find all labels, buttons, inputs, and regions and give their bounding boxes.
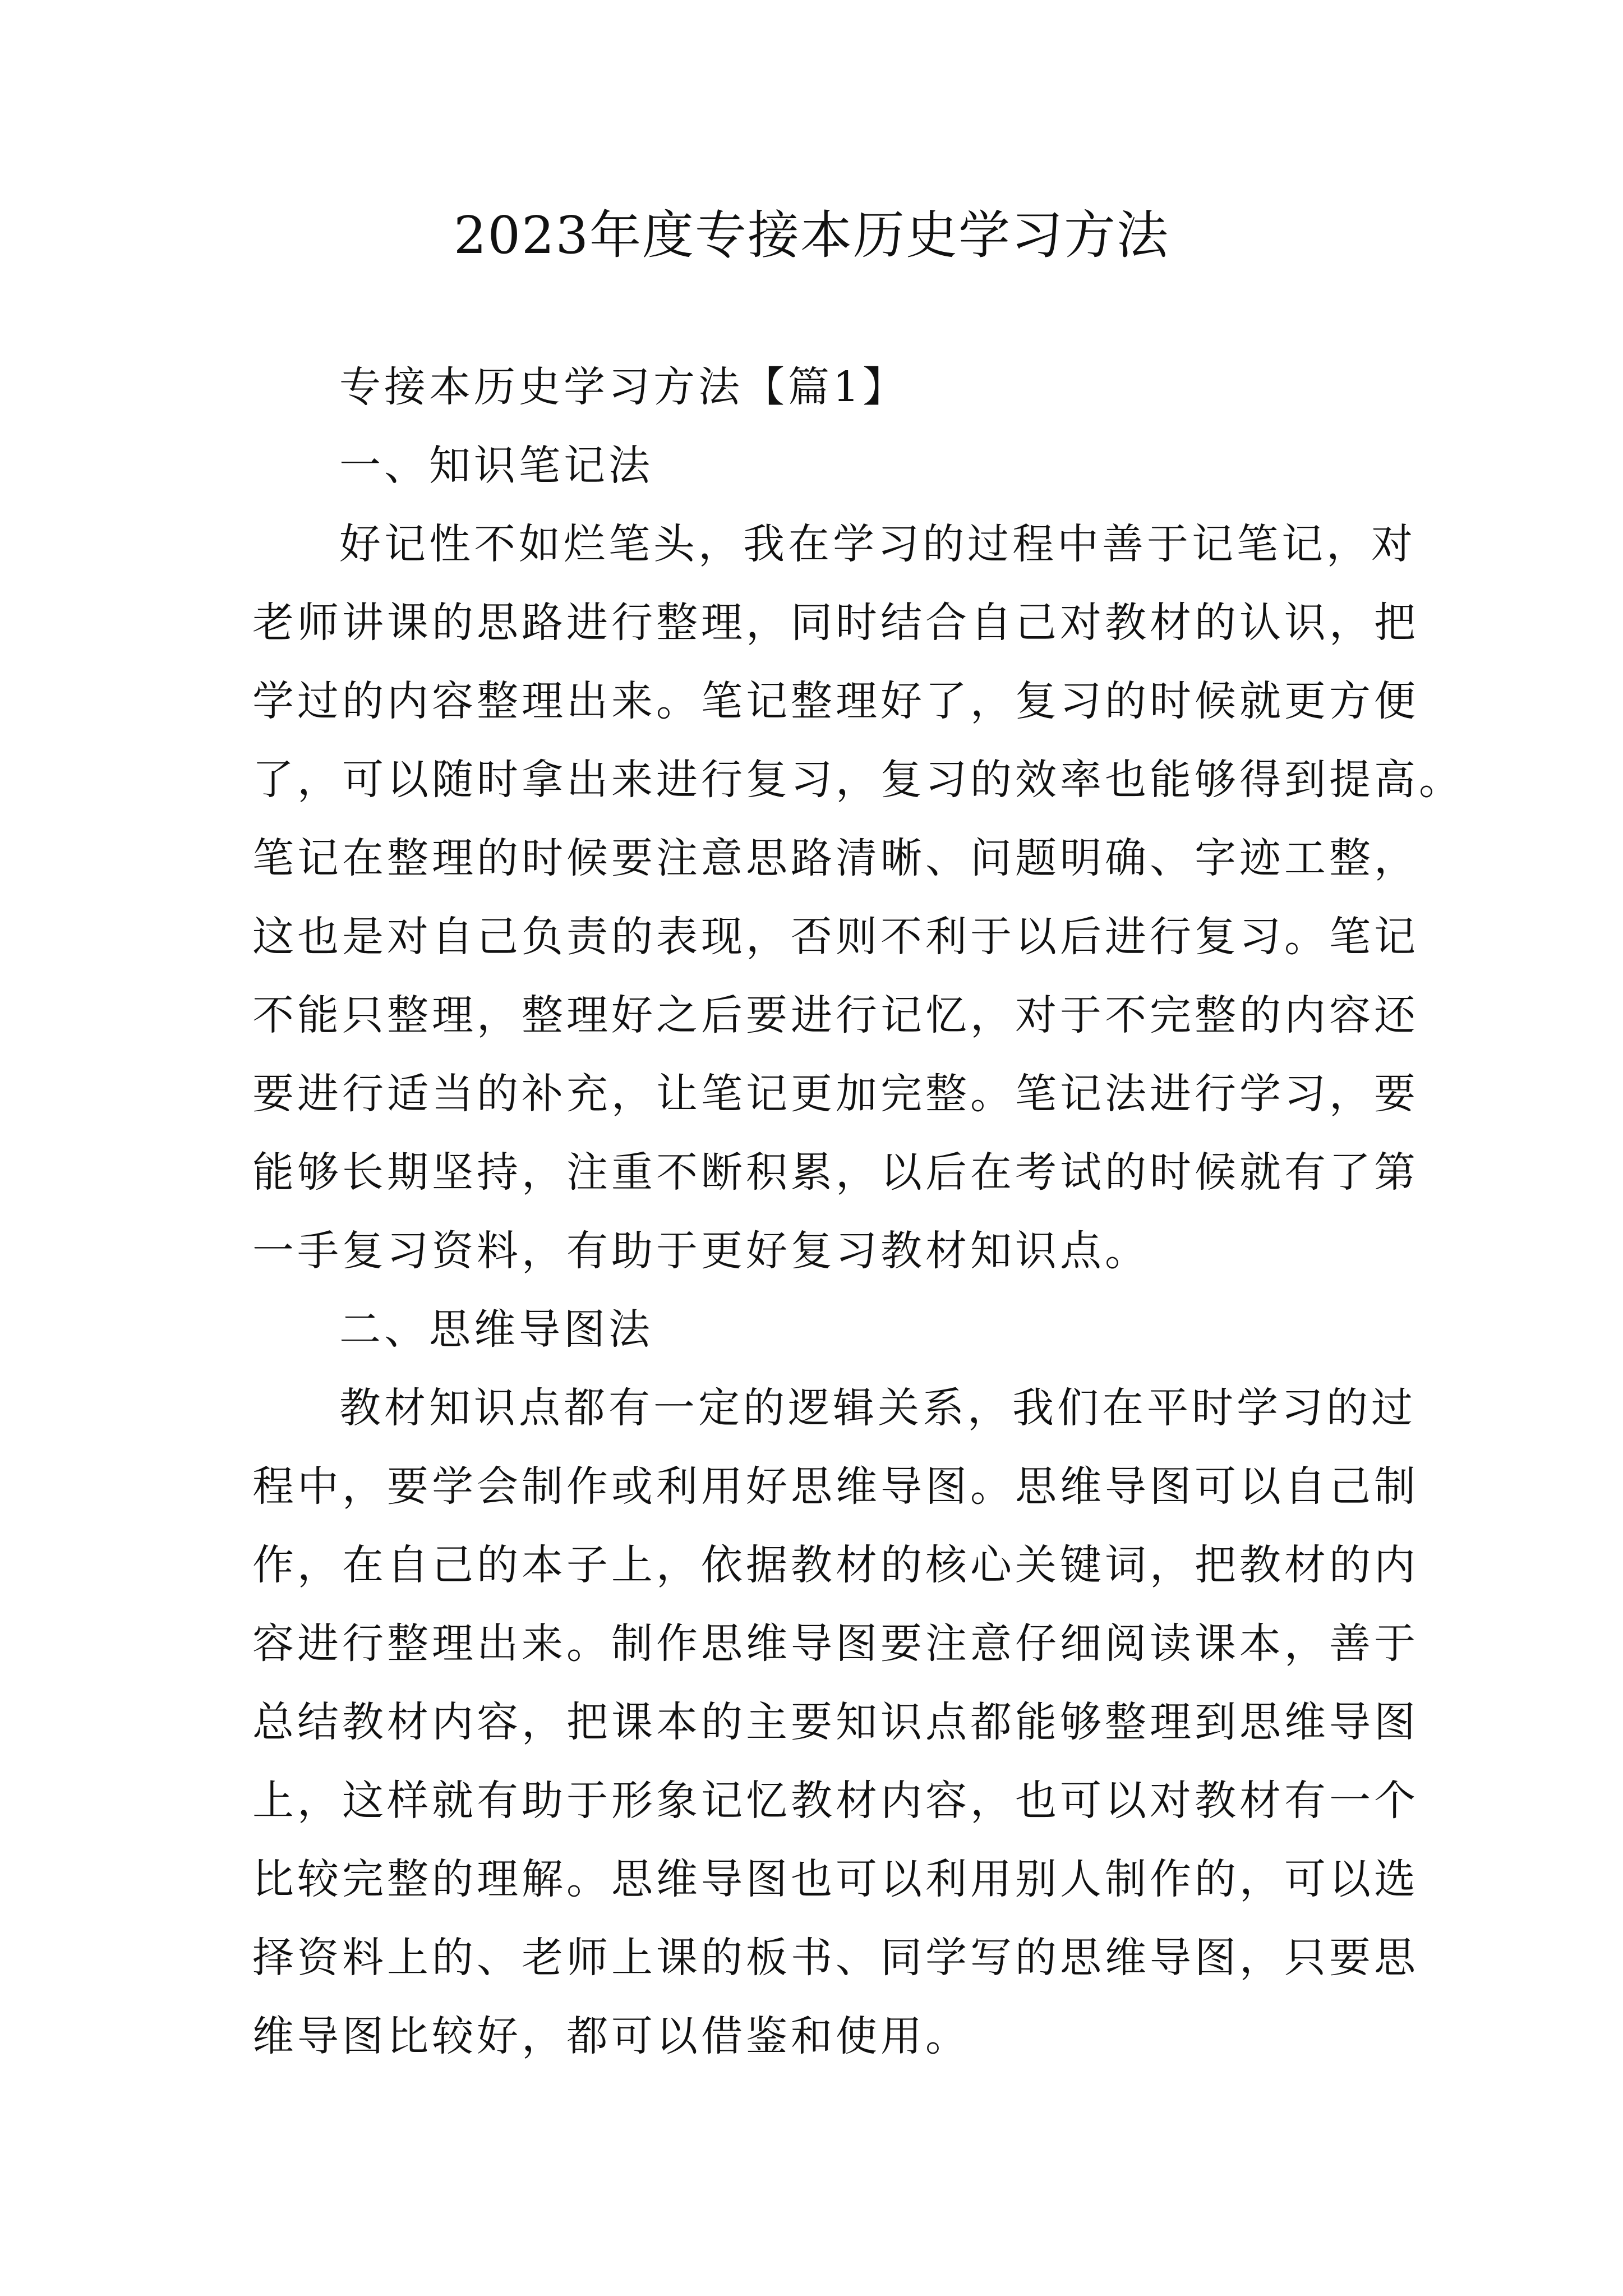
paragraph-line: 教材知识点都有一定的逻辑关系，我们在平时学习的过 <box>339 1384 1416 1432</box>
paragraph-line: 好记性不如烂笔头，我在学习的过程中善于记笔记，对 <box>339 520 1416 568</box>
page-title: 2023年度专接本历史学习方法 <box>453 205 1170 265</box>
paragraph-line: 学过的内容整理出来。笔记整理好了，复习的时候就更方便 <box>252 677 1419 725</box>
document-body <box>252 348 1464 2076</box>
subsection-heading: 一、知识笔记法 <box>339 441 653 490</box>
paragraph-line: 比较完整的理解。思维导图也可以利用别人制作的，可以选 <box>252 1855 1419 1903</box>
paragraph-line: 要进行适当的补充，让笔记更加完整。笔记法进行学习，要 <box>252 1070 1419 1118</box>
section-heading: 专接本历史学习方法【篇1】 <box>339 363 908 411</box>
paragraph-line: 择资料上的、老师上课的板书、同学写的思维导图，只要思 <box>252 1934 1419 1982</box>
paragraph-line: 上，这样就有助于形象记忆教材内容，也可以对教材有一个 <box>252 1777 1419 1825</box>
paragraph-line: 一手复习资料，有助于更好复习教材知识点。 <box>252 1227 1150 1275</box>
subsection-heading: 二、思维导图法 <box>339 1305 653 1354</box>
paragraph-line: 作，在自己的本子上，依据教材的核心关键词，把教材的内 <box>252 1541 1419 1589</box>
paragraph-line: 能够长期坚持，注重不断积累，以后在考试的时候就有了第 <box>252 1148 1419 1197</box>
paragraph-line: 这也是对自己负责的表现，否则不利于以后进行复习。笔记 <box>252 913 1419 961</box>
paragraph-line: 程中，要学会制作或利用好思维导图。思维导图可以自己制 <box>252 1462 1419 1511</box>
paragraph-line: 容进行整理出来。制作思维导图要注意仔细阅读课本，善于 <box>252 1619 1419 1668</box>
paragraph-line: 了，可以随时拿出来进行复习，复习的效率也能够得到提高。 <box>252 756 1464 804</box>
paragraph-line: 笔记在整理的时候要注意思路清晰、问题明确、字迹工整， <box>252 834 1419 882</box>
paragraph-line: 老师讲课的思路进行整理，同时结合自己对教材的认识，把 <box>252 599 1419 647</box>
paragraph-line: 维导图比较好，都可以借鉴和使用。 <box>252 2012 970 2060</box>
paragraph-line: 不能只整理，整理好之后要进行记忆，对于不完整的内容还 <box>252 991 1419 1039</box>
paragraph-line: 总结教材内容，把课本的主要知识点都能够整理到思维导图 <box>252 1698 1419 1746</box>
